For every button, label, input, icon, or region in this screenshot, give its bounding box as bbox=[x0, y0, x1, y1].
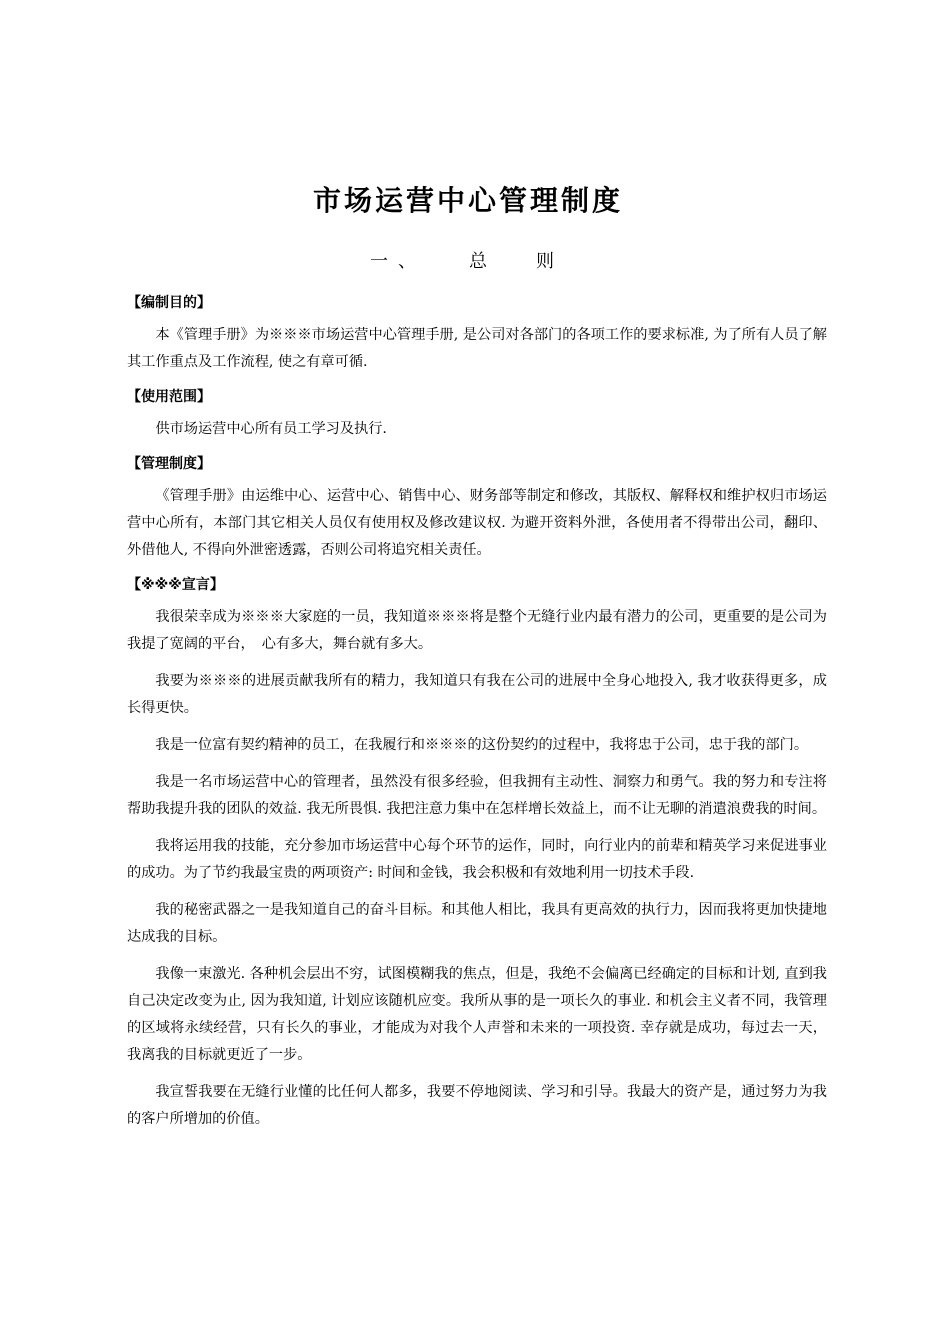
section-heading: 【编制目的】 bbox=[127, 295, 211, 311]
paragraph: 我是一名市场运营中心的管理者，虽然没有很多经验，但我拥有主动性、洞察力和勇气。我的努力和专注将帮助我提升我的团队的效益. 我无所畏惧. 我把注意力集中在怎样增长效益上，而不让无聊的消遣浪费我的时间。 bbox=[127, 774, 827, 817]
section-heading: 【※※※宣言】 bbox=[127, 577, 224, 593]
chapter-title-word-2: 则 bbox=[536, 251, 554, 272]
section-heading: 【管理制度】 bbox=[127, 456, 211, 472]
chapter-number: 一 bbox=[370, 251, 388, 272]
document-body bbox=[127, 292, 827, 1143]
chapter-title-word-1: 总 bbox=[469, 251, 487, 272]
section-heading: 【使用范围】 bbox=[127, 389, 211, 405]
document-title: 市场运营中心管理制度 bbox=[312, 184, 623, 217]
paragraph: 《管理手册》由运维中心、运营中心、销售中心、财务部等制定和修改，其版权、解释权和维护权归市场运营中心所有，本部门其它相关人员仅有使用权及修改建议权. 为避开资料外泄，各使用者不得带出公司，翻印、外借他人, 不得向外泄密透露，否则公司将追究相关责任。 bbox=[127, 488, 827, 558]
paragraph: 我像一束激光. 各种机会层出不穷，试图模糊我的焦点，但是，我绝不会偏离已经确定的目标和计划, 直到我自己决定改变为止, 因为我知道, 计划应该随机应变。我所从事的是一项长久的事业. 和机会主义者不同，我管理的区域将永续经营，只有长久的事业，才能成为对我个人声誉和未来的一项投资. 幸存就是成功，每过去一天，我离我的目标就更近了一步。 bbox=[127, 966, 827, 1063]
paragraph: 我将运用我的技能，充分参加市场运营中心每个环节的运作，同时，向行业内的前辈和精英学习来促进事业的成功。为了节约我最宝贵的两项资产: 时间和金钱，我会积极和有效地利用一切技术手段. bbox=[127, 838, 827, 881]
section-management bbox=[127, 453, 827, 564]
section-declaration bbox=[127, 574, 827, 1133]
paragraph: 我是一位富有契约精神的员工，在我履行和※※※的这份契约的过程中，我将忠于公司，忠于我的部门。 bbox=[155, 737, 809, 753]
paragraph: 供市场运营中心所有员工学习及执行. bbox=[155, 421, 387, 437]
paragraph: 我宣誓我要在无缝行业懂的比任何人都多，我要不停地阅读、学习和引导。我最大的资产是，通过努力为我的客户所增加的价值。 bbox=[127, 1084, 827, 1127]
paragraph: 我很荣幸成为※※※大家庭的一员，我知道※※※将是整个无缝行业内最有潜力的公司，更重要的是公司为我提了宽阔的平台， 心有多大，舞台就有多大。 bbox=[127, 609, 827, 652]
section-scope bbox=[127, 386, 827, 443]
paragraph: 我的秘密武器之一是我知道自己的奋斗目标。和其他人相比，我具有更高效的执行力，因而我将更加快捷地达成我的目标。 bbox=[127, 902, 827, 945]
chapter-separator: 、 bbox=[398, 251, 416, 272]
section-purpose bbox=[127, 292, 827, 376]
paragraph: 本《管理手册》为※※※市场运营中心管理手册, 是公司对各部门的各项工作的要求标准, 为了所有人员了解其工作重点及工作流程, 使之有章可循. bbox=[127, 327, 827, 370]
paragraph: 我要为※※※的进展贡献我所有的精力，我知道只有我在公司的进展中全身心地投入, 我才收获得更多，成长得更快。 bbox=[127, 673, 827, 716]
